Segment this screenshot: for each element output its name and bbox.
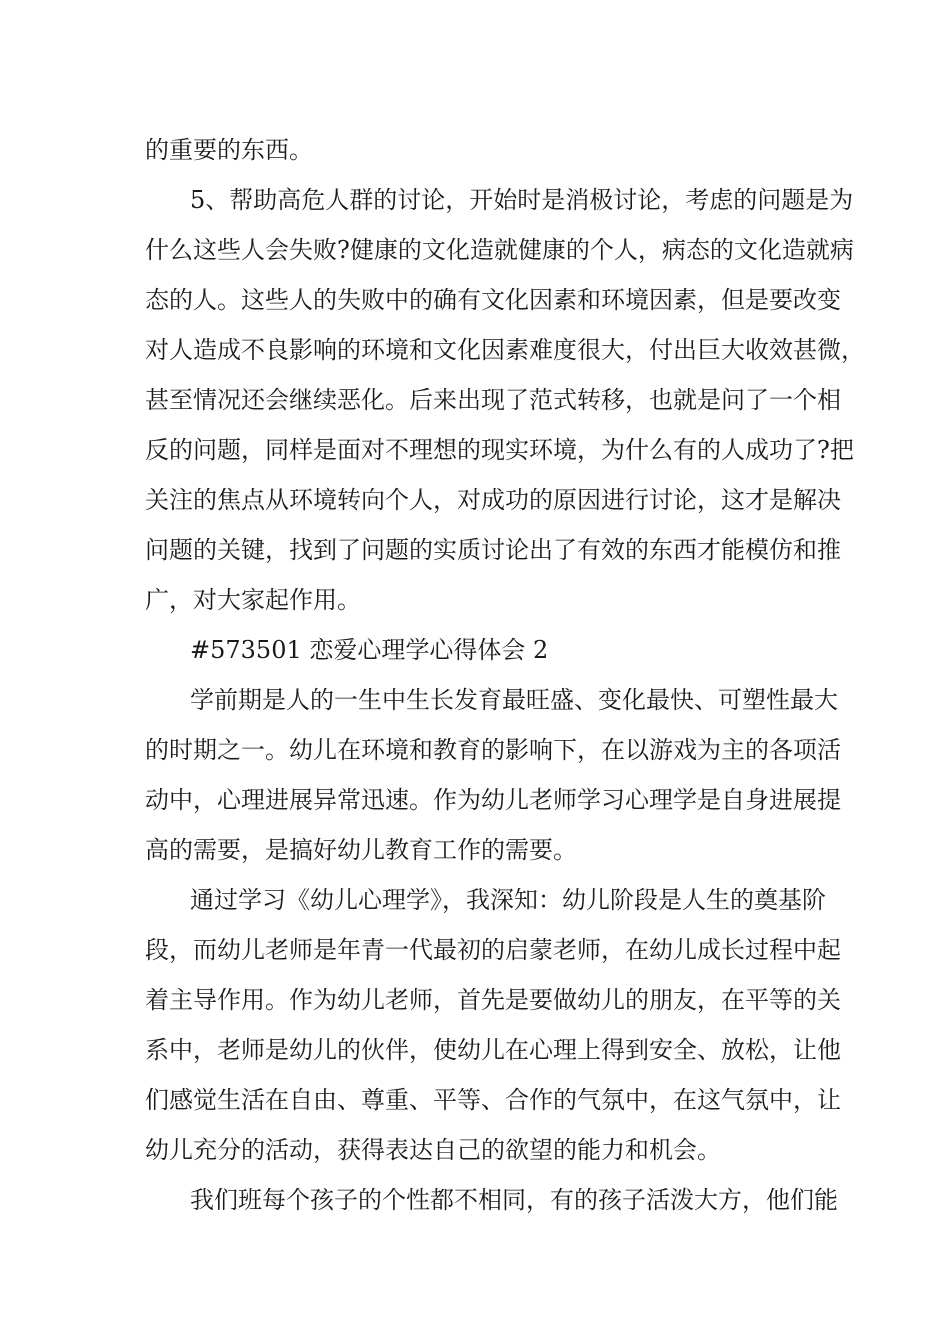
text-line: 的时期之一。幼儿在环境和教育的影响下，在以游戏为主的各项活 — [145, 736, 841, 764]
text-line: 动中，心理进展异常迅速。作为幼儿老师学习心理学是自身进展提 — [145, 786, 841, 814]
text-line: 甚至情况还会继续恶化。后来出现了范式转移，也就是问了一个相 — [145, 386, 841, 414]
text-line: 学前期是人的一生中生长发育最旺盛、变化最快、可塑性最大 — [190, 686, 838, 714]
text-line: 什么这些人会失败?健康的文化造就健康的个人，病态的文化造就病 — [145, 236, 854, 264]
text-line: 通过学习《幼儿心理学》，我深知：幼儿阶段是人生的奠基阶 — [190, 886, 826, 914]
text-line: 着主导作用。作为幼儿老师，首先是要做幼儿的朋友，在平等的关 — [145, 986, 841, 1014]
text-line: 对人造成不良影响的环境和文化因素难度很大，付出巨大收效甚微， — [145, 336, 865, 364]
text-line: 反的问题，同样是面对不理想的现实环境，为什么有的人成功了?把 — [145, 436, 854, 464]
text-line: 高的需要，是搞好幼儿教育工作的需要。 — [145, 836, 577, 864]
text-line: 我们班每个孩子的个性都不相同，有的孩子活泼大方，他们能 — [190, 1186, 838, 1214]
text-line: 关注的焦点从环境转向个人，对成功的原因进行讨论，这才是解决 — [145, 486, 841, 514]
section-heading: #573501 恋爱心理学心得体会 2 — [190, 636, 549, 664]
text-line: 系中，老师是幼儿的伙伴，使幼儿在心理上得到安全、放松，让他 — [145, 1036, 841, 1064]
text-line: 5、帮助高危人群的讨论，开始时是消极讨论，考虑的问题是为 — [190, 186, 854, 214]
text-line: 段，而幼儿老师是年青一代最初的启蒙老师，在幼儿成长过程中起 — [145, 936, 841, 964]
text-line: 幼儿充分的活动，获得表达自己的欲望的能力和机会。 — [145, 1136, 721, 1164]
text-line: 广，对大家起作用。 — [145, 586, 361, 614]
text-line: 问题的关键，找到了问题的实质讨论出了有效的东西才能模仿和推 — [145, 536, 841, 564]
text-line: 态的人。这些人的失败中的确有文化因素和环境因素，但是要改变 — [145, 286, 841, 314]
text-line: 们感觉生活在自由、尊重、平等、合作的气氛中，在这气氛中，让 — [145, 1086, 841, 1114]
text-line: 的重要的东西。 — [145, 136, 313, 164]
